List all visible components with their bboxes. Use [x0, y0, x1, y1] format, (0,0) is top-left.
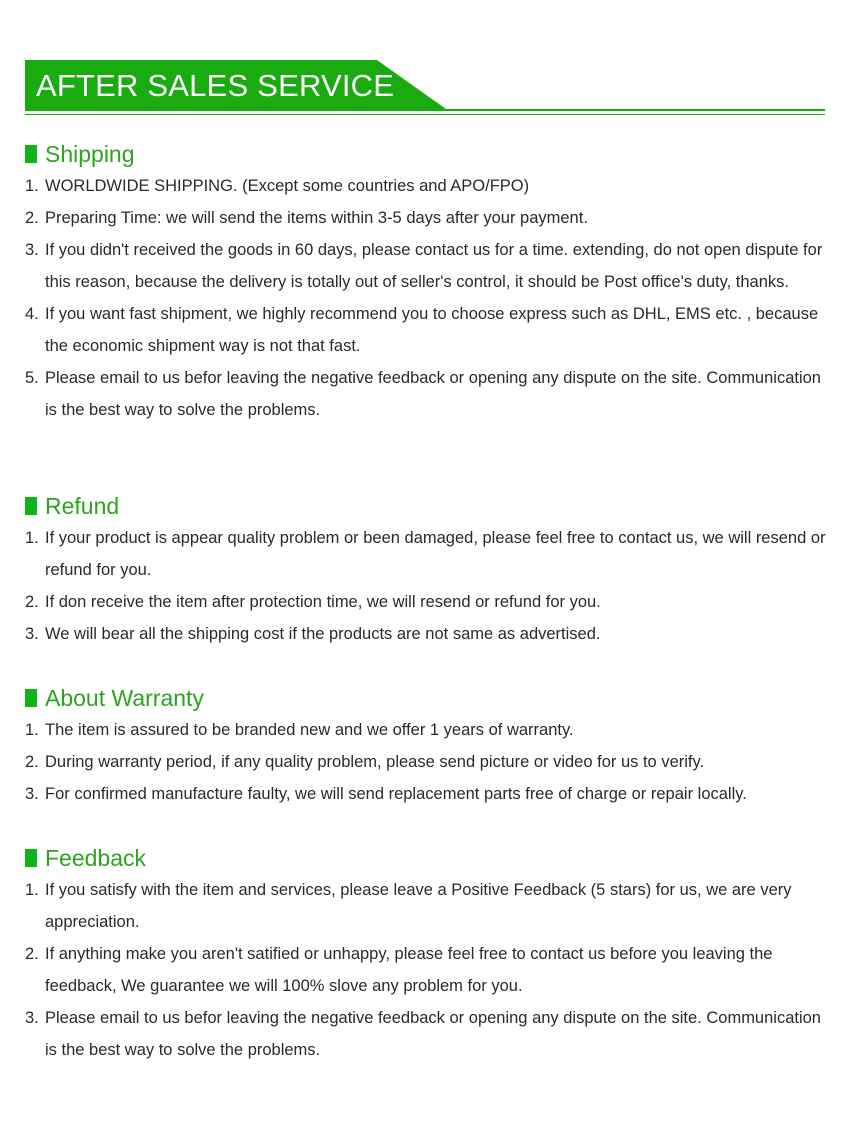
item-text: Preparing Time: we will send the items within 3-5 days after your payment. [45, 209, 588, 227]
list-item [25, 1002, 830, 1066]
page-title: AFTER SALES SERVICE [36, 68, 395, 103]
item-number: 4. [25, 305, 39, 323]
warranty-list [25, 714, 830, 810]
section-shipping [25, 140, 830, 426]
item-text: For confirmed manufacture faulty, we will send replacement parts free of charge or repair locally. [45, 785, 747, 803]
section-title: About Warranty [45, 685, 204, 711]
shipping-list [25, 170, 830, 426]
after-sales-banner [25, 60, 825, 116]
list-item [25, 170, 830, 202]
section-marker-icon [25, 689, 37, 707]
item-number: 1. [25, 529, 39, 547]
item-number: 2. [25, 209, 39, 227]
item-number: 5. [25, 369, 39, 387]
section-header [25, 140, 830, 168]
item-text: We will bear all the shipping cost if the products are not same as advertised. [45, 625, 601, 643]
item-number: 3. [25, 241, 39, 259]
section-warranty [25, 684, 830, 810]
item-text: Please email to us befor leaving the negative feedback or opening any dispute on the site. Communication is the best way to solve the problems. [45, 369, 821, 419]
list-item [25, 618, 830, 650]
section-title: Shipping [45, 141, 135, 167]
item-text: If you satisfy with the item and services, please leave a Positive Feedback (5 stars) for us, we are very appreciation. [45, 881, 792, 931]
list-item [25, 746, 830, 778]
list-item [25, 202, 830, 234]
refund-list [25, 522, 830, 650]
item-text: WORLDWIDE SHIPPING. (Except some countries and APO/FPO) [45, 177, 530, 195]
section-marker-icon [25, 145, 37, 163]
banner-underline-thick [25, 109, 825, 111]
section-header [25, 844, 830, 872]
item-text: During warranty period, if any quality problem, please send picture or video for us to verify. [45, 753, 705, 771]
section-refund [25, 492, 830, 650]
list-item [25, 522, 830, 586]
list-item [25, 714, 830, 746]
item-number: 2. [25, 753, 39, 771]
item-text: If anything make you aren't satified or unhappy, please feel free to contact us before you leaving the feedback, We guarantee we will 100% slove any problem for you. [45, 945, 773, 995]
item-number: 1. [25, 881, 39, 899]
section-header [25, 492, 830, 520]
item-number: 3. [25, 785, 39, 803]
section-marker-icon [25, 497, 37, 515]
item-number: 3. [25, 1009, 39, 1027]
list-item [25, 298, 830, 362]
list-item [25, 586, 830, 618]
item-text: If you didn't received the goods in 60 days, please contact us for a time. extending, do not open dispute for this reason, because the delivery is totally out of seller's control, it should be Post office's duty, thanks. [45, 241, 823, 291]
list-item [25, 234, 830, 298]
feedback-list [25, 874, 830, 1066]
list-item [25, 362, 830, 426]
item-number: 2. [25, 593, 39, 611]
section-marker-icon [25, 849, 37, 867]
section-feedback [25, 844, 830, 1066]
item-number: 2. [25, 945, 39, 963]
section-title: Feedback [45, 845, 147, 871]
item-text: Please email to us befor leaving the negative feedback or opening any dispute on the site. Communication is the best way to solve the problems. [45, 1009, 821, 1059]
section-header [25, 684, 830, 712]
item-number: 1. [25, 721, 39, 739]
item-number: 3. [25, 625, 39, 643]
section-title: Refund [45, 493, 120, 519]
item-text: The item is assured to be branded new and we offer 1 years of warranty. [45, 721, 574, 739]
list-item [25, 938, 830, 1002]
item-text: If don receive the item after protection time, we will resend or refund for you. [45, 593, 601, 611]
item-text: If you want fast shipment, we highly recommend you to choose express such as DHL, EMS etc. , because the economic shipment way is not that fast. [45, 305, 819, 355]
banner-underline-thin [25, 114, 825, 115]
list-item [25, 874, 830, 938]
list-item [25, 778, 830, 810]
item-number: 1. [25, 177, 39, 195]
item-text: If your product is appear quality problem or been damaged, please feel free to contact us, we will resend or refund for you. [45, 529, 826, 579]
